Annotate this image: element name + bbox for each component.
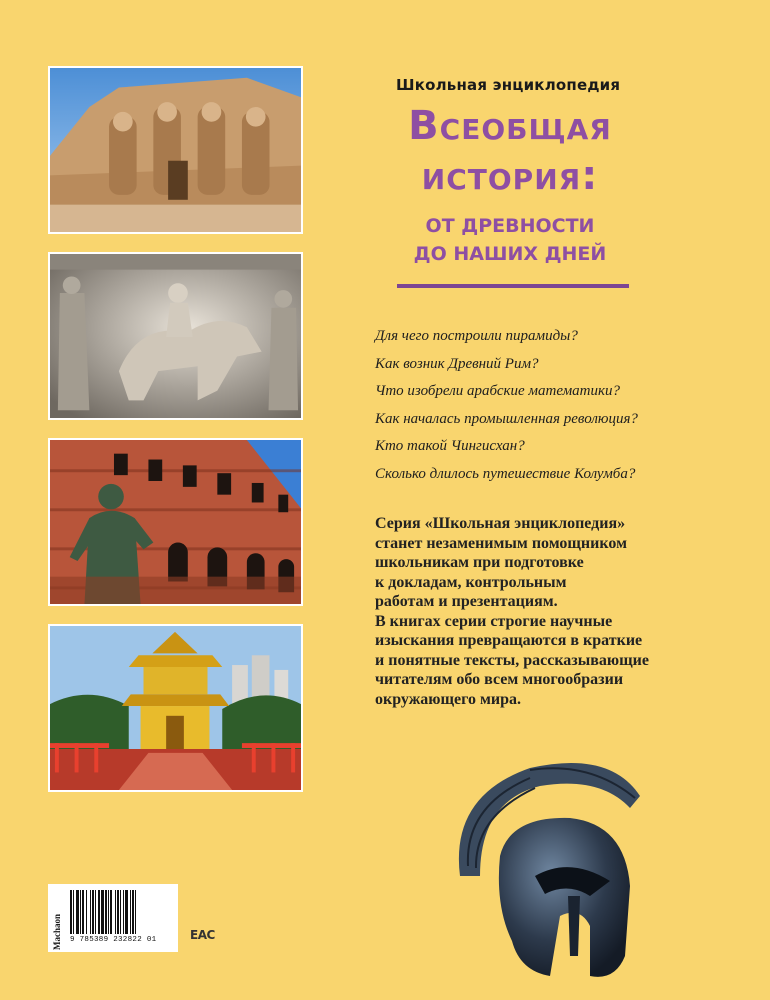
barcode-number: 9 785389 232822 01 — [70, 936, 157, 944]
chinese-pavilion-photo — [48, 624, 303, 792]
corinthian-helmet-image — [440, 756, 650, 986]
roman-statue-ruins-photo — [48, 438, 303, 606]
publisher-logo: Machaon — [52, 914, 62, 950]
question-item: Кто такой Чингисхан? — [375, 438, 525, 455]
book-subtitle-line-1: ОТ ДРЕВНОСТИ — [425, 215, 595, 237]
barcode-bars — [70, 890, 172, 934]
question-list — [375, 326, 638, 492]
barcode — [48, 884, 178, 952]
question-item: Сколько длилось путешествие Колумба? — [375, 465, 636, 482]
book-title-line-1: Всеобщая — [408, 103, 612, 149]
title-divider — [397, 284, 629, 288]
series-label: Школьная энциклопедия — [396, 76, 621, 94]
book-title-line-2: история: — [421, 153, 599, 199]
eac-certification-mark: ЕАС — [190, 928, 215, 942]
roman-relief-photo — [48, 252, 303, 420]
question-item: Что изобрели арабские математики? — [375, 383, 621, 400]
book-subtitle-line-2: ДО НАШИХ ДНЕЙ — [413, 243, 607, 265]
question-item: Как началась промышленная революция? — [375, 410, 638, 427]
series-description: Серия «Школьная энциклопедия» станет незаменимым помощником школьникам при подготовке к докладам, контрольным работам и презентациям. В книгах серии строгие научные изыскания превращаются в краткие и понятные тексты, рассказывающие читателям обо всем многообразии окружающего мира. — [375, 515, 649, 708]
question-item: Для чего построили пирамиды? — [375, 328, 578, 344]
question-item: Как возник Древний Рим? — [375, 355, 539, 372]
egyptian-temple-photo — [48, 66, 303, 234]
